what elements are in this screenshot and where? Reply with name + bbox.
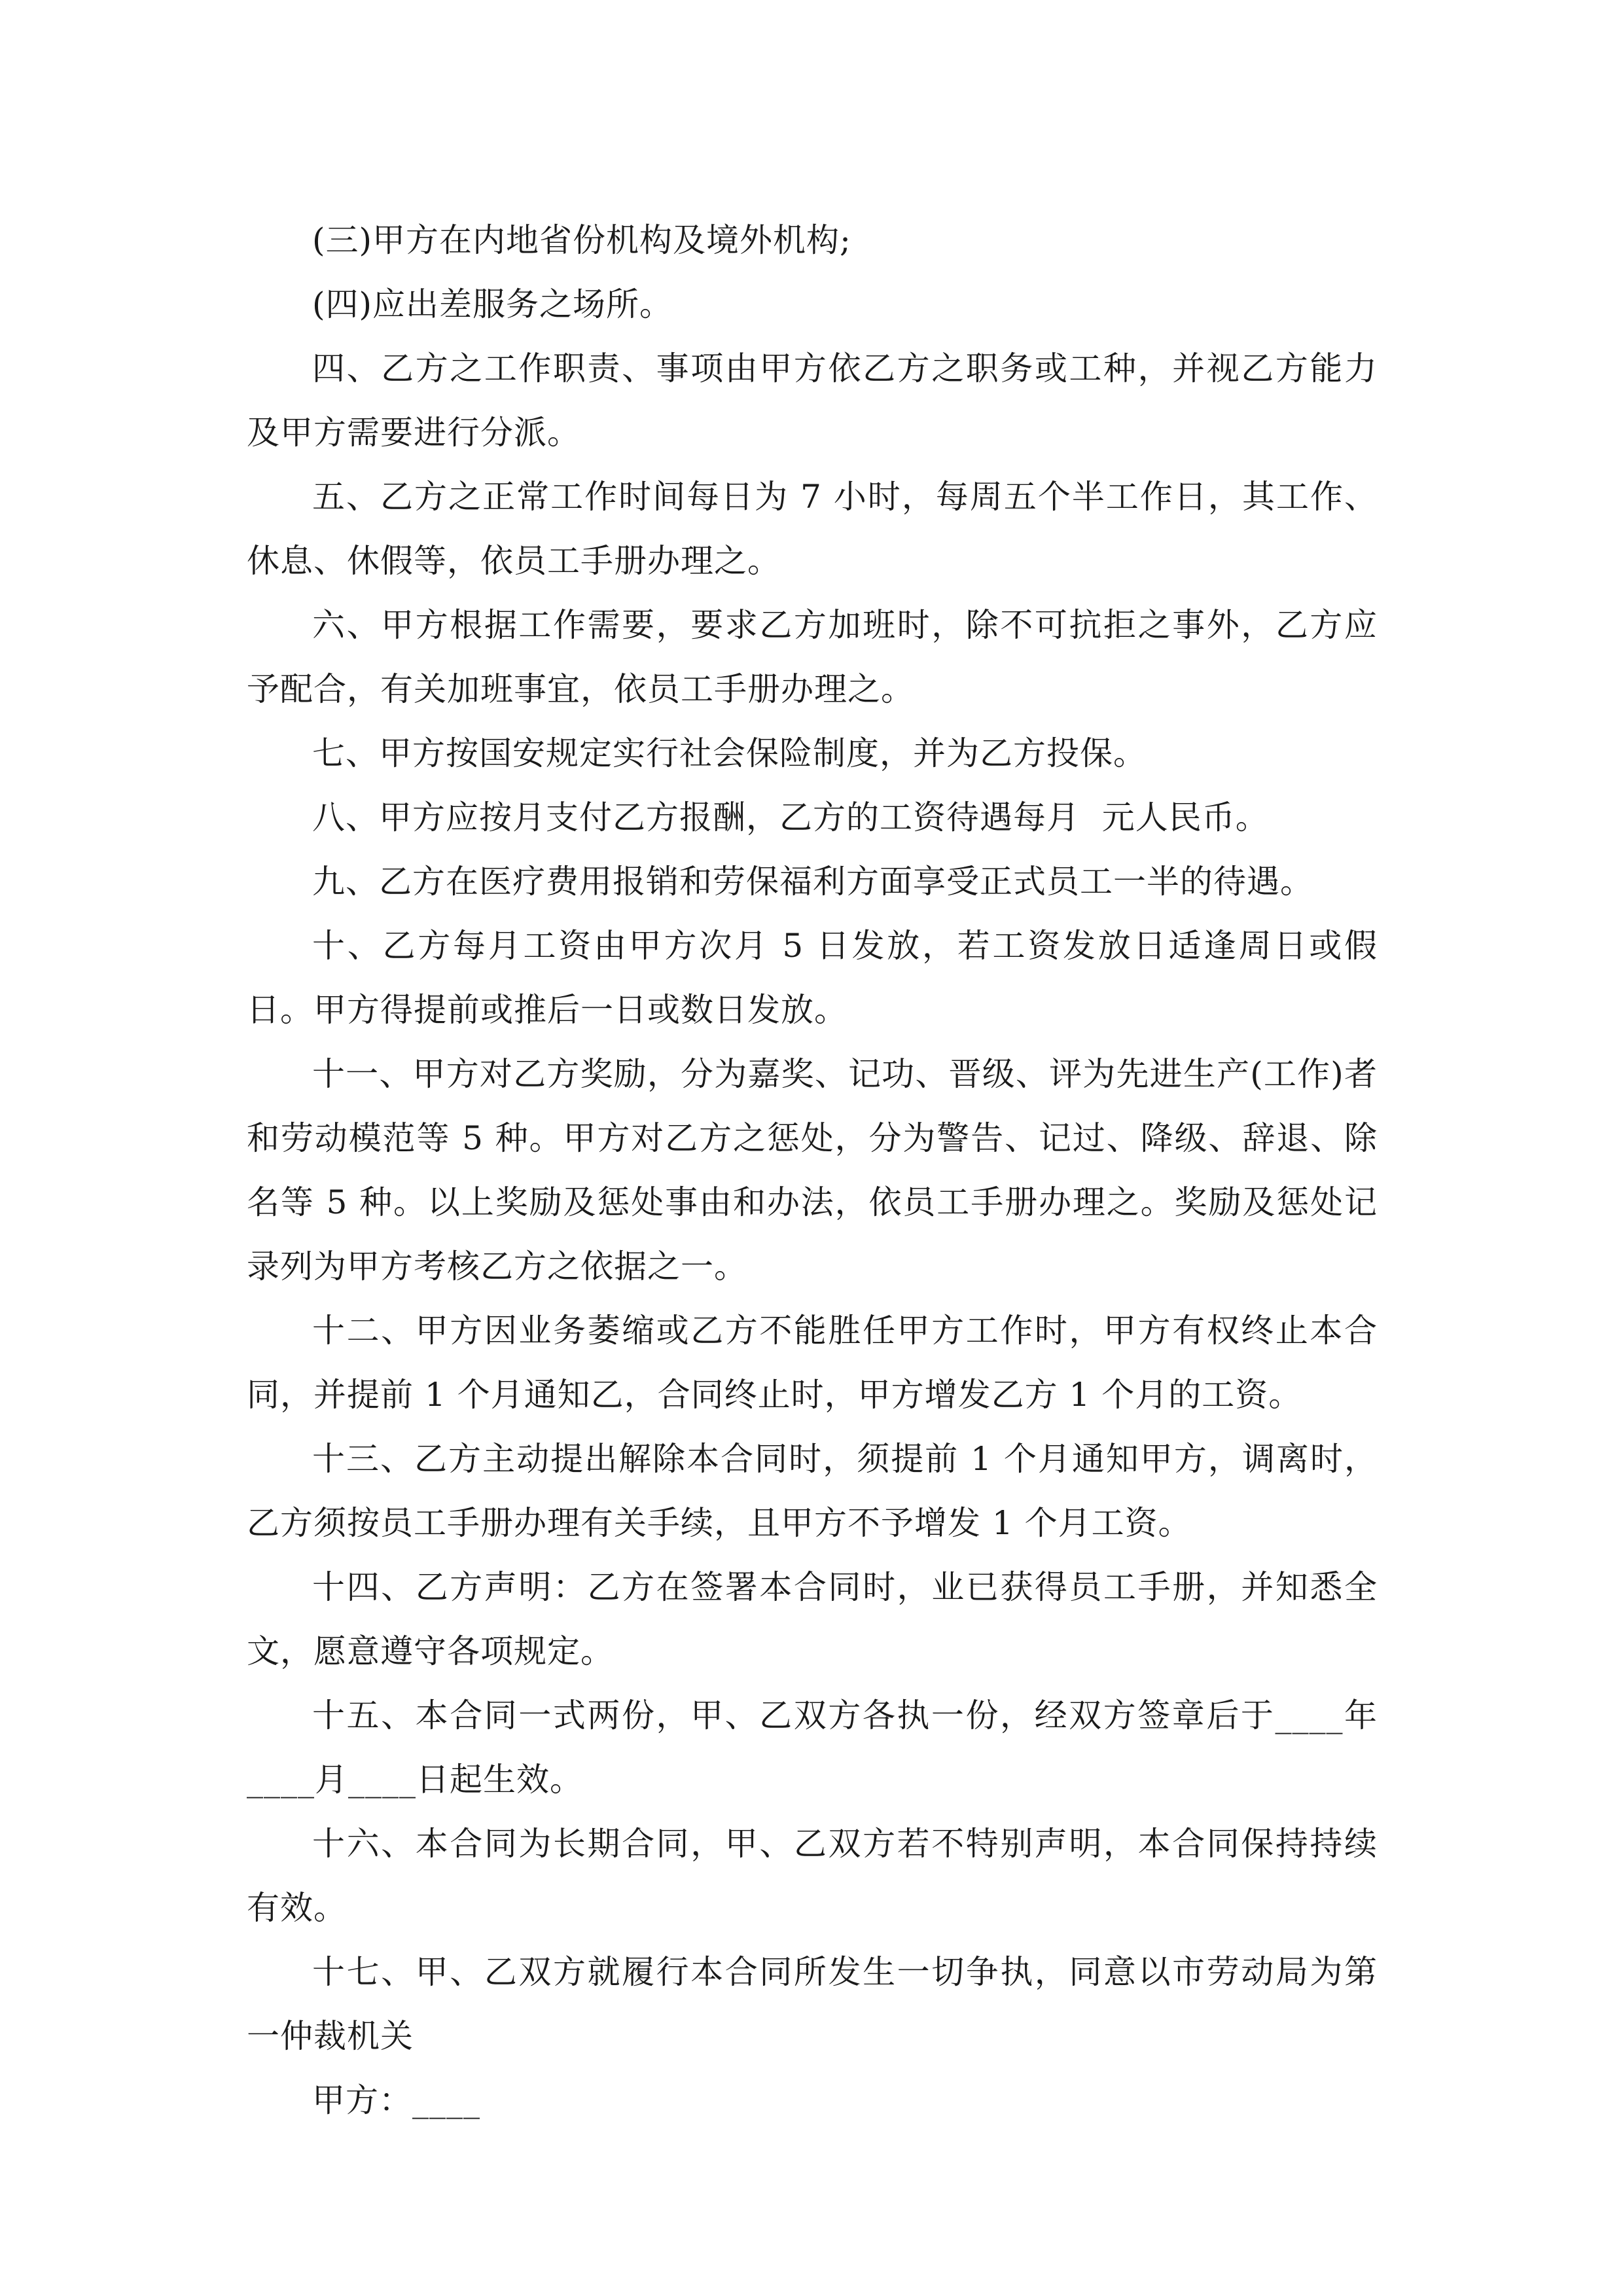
- paragraph-clause-9: 九、乙方在医疗费用报销和劳保福利方面享受正式员工一半的待遇。: [312, 863, 1313, 901]
- paragraph-clause-8: 八、甲方应按月支付乙方报酬，乙方的工资待遇每月 元人民币。: [312, 798, 1269, 836]
- paragraph-clause-3-3: (三)甲方在内地省份机构及境外机构;: [312, 221, 851, 259]
- paragraph-clause-12: 十二、甲方因业务萎缩或乙方不能胜任甲方工作时，甲方有权终止本合同，并提前 1 个月通知乙，合同终止时，甲方增发乙方 1 个月的工资。: [247, 1312, 1378, 1414]
- paragraph-clause-17: 十七、甲、乙双方就履行本合同所发生一切争执，同意以市劳动局为第一仲裁机关: [247, 1953, 1378, 2055]
- paragraph-clause-14: 十四、乙方声明：乙方在签署本合同时，业已获得员工手册，并知悉全文，愿意遵守各项规定。: [247, 1568, 1378, 1670]
- paragraph-clause-5: 五、乙方之正常工作时间每日为 7 小时，每周五个半工作日，其工作、休息、休假等，依员工手册办理之。: [247, 478, 1378, 580]
- paragraph-clause-15: 十五、本合同一式两份，甲、乙双方各执一份，经双方签章后于____年____月____日起生效。: [247, 1696, 1378, 1799]
- paragraph-clause-16: 十六、本合同为长期合同，甲、乙双方若不特别声明，本合同保持持续有效。: [247, 1825, 1378, 1927]
- signature-party-a: 甲方：____: [312, 2081, 480, 2119]
- paragraph-clause-13: 十三、乙方主动提出解除本合同时，须提前 1 个月通知甲方，调离时，乙方须按员工手册办理有关手续，且甲方不予增发 1 个月工资。: [247, 1440, 1378, 1542]
- paragraph-clause-6: 六、甲方根据工作需要，要求乙方加班时，除不可抗拒之事外，乙方应予配合，有关加班事宜，依员工手册办理之。: [247, 606, 1378, 708]
- paragraph-clause-7: 七、甲方按国安规定实行社会保险制度，并为乙方投保。: [312, 734, 1147, 772]
- paragraph-clause-11: 十一、甲方对乙方奖励，分为嘉奖、记功、晋级、评为先进生产(工作)者和劳动模范等 5 种。甲方对乙方之惩处，分为警告、记过、降级、辞退、除名等 5 种。以上奖励及惩处事由和办法，依员工手册办理之。奖励及惩处记录列为甲方考核乙方之依据之一。: [247, 1055, 1378, 1285]
- paragraph-clause-3-4: (四)应出差服务之场所。: [312, 285, 673, 323]
- paragraph-clause-4: 四、乙方之工作职责、事项由甲方依乙方之职务或工种，并视乙方能力及甲方需要进行分派。: [247, 350, 1378, 452]
- document-page: [247, 208, 1378, 2132]
- paragraph-clause-10: 十、乙方每月工资由甲方次月 5 日发放，若工资发放日适逢周日或假日。甲方得提前或推后一日或数日发放。: [247, 927, 1378, 1029]
